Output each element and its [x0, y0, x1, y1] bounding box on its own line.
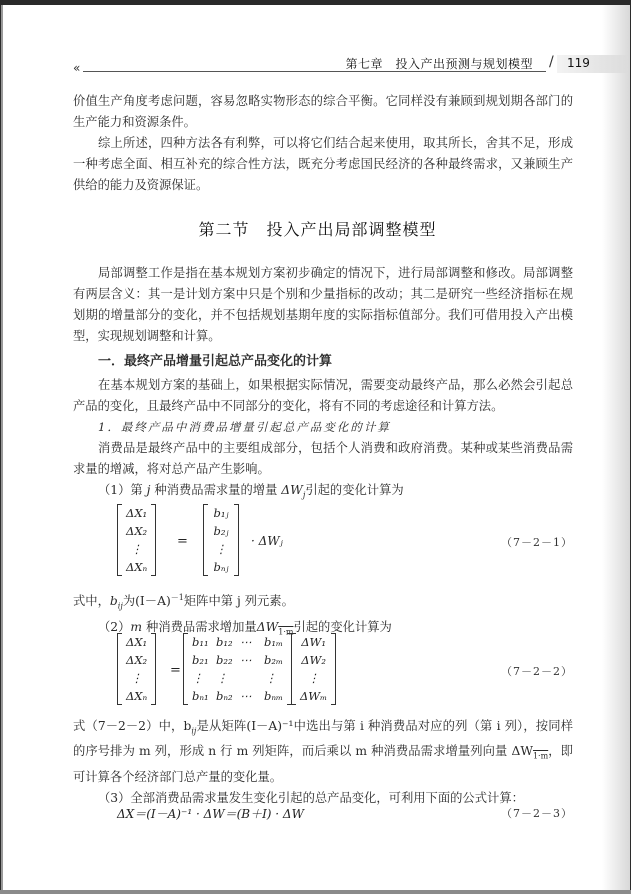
paragraph-6: 式（7－2－2）中，$b_{ij}$是从矩阵(I－A)⁻¹中选出与第 i 种消费品对应的列（第 i 列），按同样的序号排为 m 列，形成 n 行 m 列矩阵，而后乘以 m 种消费品需求增量列向量 $\Delta W_{1\cdot m}$，即可计算各个经济部门总产量的变化量。: [73, 719, 573, 784]
eq1-rhs-vector: [203, 504, 239, 576]
eq2-b-cell: ⋯: [240, 689, 252, 703]
paragraph-5: 消费品是最终产品中的主要组成部分，包括个人消费和政府消费。某种或某些消费品需求量的增减，将对总产品产生影响。: [73, 441, 573, 476]
eq2-b-cell: b₂ₘ: [264, 653, 284, 667]
eq2-lhs-entry: ΔX₁: [126, 635, 148, 649]
eq2-b-cell: ⋯: [240, 635, 252, 649]
chapter-title: 第七章 投入产出预测与规划模型: [345, 57, 533, 71]
eq2-b-cell: bₙ₁: [192, 689, 209, 703]
eq2-w-entry: ⋮: [307, 671, 320, 685]
section-title: 第二节 投入产出局部调整模型: [198, 220, 437, 239]
eq3-formula: ΔX＝(I－A)⁻¹ · ΔW＝(B＋I) · ΔW: [117, 807, 304, 821]
document-page: [1, 5, 630, 890]
eq2-lhs-entry: ⋮: [130, 671, 143, 685]
page-edge-shadow: [602, 5, 630, 890]
page-bottom-edge: [0, 890, 631, 894]
eq1-lhs-entry: ΔX₁: [126, 506, 148, 520]
paragraph-1: 价值生产角度考虑问题，容易忽略实物形态的综合平衡。它同样没有兼顾到规划期各部门的生产能力和资源条件。: [73, 94, 573, 129]
eq2-b-row: [189, 651, 286, 669]
eq1-rhs-entry: b₂ⱼ: [213, 524, 229, 538]
eq1-equals: =: [177, 534, 188, 549]
eq2-b-row: [189, 687, 286, 705]
eq2-b-row: [189, 633, 286, 651]
paragraph-3: 局部调整工作是指在基本规划方案初步确定的情况下，进行局部调整和修改。局部调整有两层含义：其一是计划方案中只是个别和少量指标的改动；其二是研究一些经济指标在规划期的增量部分的变化，并不包括规划基期年度的实际指标值部分。我们可借用投入产出模型，实现规划调整和计算。: [73, 266, 573, 343]
intro-block: [73, 91, 573, 196]
eq2-b-matrix: [183, 633, 292, 705]
eq1-rhs-entry: bₙⱼ: [213, 560, 229, 574]
eq2-b-cell: b₁₂: [216, 635, 233, 649]
eq2-b-row: [189, 669, 286, 687]
eq2-b-cell: b₂₂: [216, 653, 233, 667]
paragraph-4: 在基本规划方案的基础上，如果根据实际情况，需要变动最终产品，那么必然会引起总产品的变化，且最终产品中不同部分的变化，将有不同的考虑途径和计算方法。: [73, 378, 573, 413]
eq1-lhs-vector: [117, 504, 156, 576]
eq1-lhs-entry: ΔX₂: [126, 524, 148, 538]
eq2-b-cell: bₙ₂: [216, 689, 233, 703]
eq2-lhs-vector: [117, 633, 156, 705]
section-intro: [73, 263, 573, 347]
eq2-b-cell: b₁₁: [192, 635, 209, 649]
subsection-block: [73, 349, 573, 505]
eq2-lhs-entry: ΔXₙ: [126, 689, 148, 703]
eq2-b-cell: ⋯: [240, 653, 252, 667]
eq2-b-cell: ⋮: [192, 671, 204, 685]
paragraph-2: 综上所述，四种方法各有利弊，可以将它们结合起来使用，取其所长，舍其不足，形成一种考虑全面、相互补充的综合性方法，既充分考虑国民经济的各种最终需求，又兼顾生产供给的能力及资源保证。: [73, 136, 573, 192]
item-1: （1）第 j 种消费品需求量的增量 $\Delta W_j$引起的变化计算为: [98, 483, 404, 500]
eq2-b-cell: ⋮: [216, 671, 228, 685]
equation-7-2-2: [73, 633, 573, 711]
eq2-w-entry: ΔWₘ: [300, 689, 328, 703]
eq2-b-cell: b₂₁: [192, 653, 209, 667]
eq1-rhs-entry: ⋮: [215, 542, 227, 556]
eq2-b-cell: bₙₘ: [264, 689, 284, 703]
running-header: [73, 55, 593, 77]
equation-7-2-1: [73, 504, 573, 582]
eq1-multiplier: · ΔWⱼ: [251, 534, 283, 548]
eq2-equals: =: [170, 663, 181, 678]
eq2-w-vector: [291, 633, 336, 705]
equation-number-2: （7－2－2）: [501, 665, 573, 678]
chevron-left-icon: «: [73, 61, 81, 75]
subsection-title: 一．最终产品增量引起总产品变化的计算: [98, 354, 333, 369]
equation-number-1: （7－2－1）: [501, 536, 573, 549]
eq2-b-cell: [238, 669, 262, 687]
eq2-w-entry: ΔW₂: [301, 653, 326, 667]
eq2-b-cell: ⋮: [265, 671, 277, 685]
item-3: （3）全部消费品需求量发生变化引起的总产品变化，可利用下面的公式计算：: [98, 790, 524, 805]
eq1-lhs-entry: ΔXₙ: [126, 560, 148, 574]
equation-number-3: （7－2－3）: [501, 807, 573, 820]
eq2-w-entry: ΔW₁: [301, 635, 326, 649]
equation-7-2-3: [73, 805, 573, 825]
eq1-rhs-entry: b₁ⱼ: [213, 506, 229, 520]
explanation-block: [73, 716, 573, 809]
eq2-lhs-entry: ΔX₂: [126, 653, 148, 667]
note-1: 式中，$b_{ij}$为$(I-A)^{-1}$矩阵中第 j 列元素。: [73, 593, 294, 611]
eq1-lhs-entry: ⋮: [130, 542, 143, 556]
header-slash: /: [549, 54, 554, 70]
eq2-b-cell: b₁ₘ: [264, 635, 284, 649]
item-2: （2）m 种消费品需求增加量$\Delta W_{1\cdot m}$引起的变化计算为: [98, 619, 392, 636]
page-number: 119: [567, 56, 590, 70]
sub-subsection-title: 1．最终产品中消费品增量引起总产品变化的计算: [98, 420, 391, 434]
